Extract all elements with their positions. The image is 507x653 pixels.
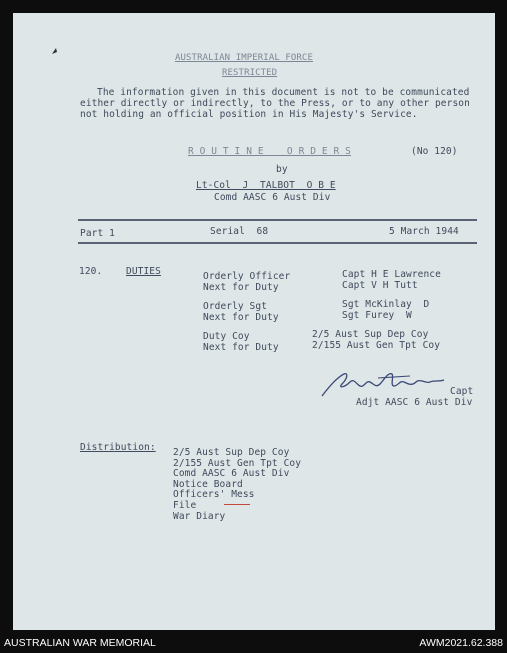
- pencil-mark: [50, 46, 60, 56]
- by-label: by: [276, 164, 288, 175]
- duty-role: Next for Duty: [203, 312, 279, 323]
- distribution-list: [173, 448, 301, 522]
- item-title: DUTIES: [126, 266, 161, 277]
- commander-role: Comd AASC 6 Aust Div: [214, 192, 331, 203]
- duty-name: 2/155 Aust Gen Tpt Coy: [312, 340, 441, 351]
- signatory-role: Adjt AASC 6 Aust Div: [356, 397, 473, 408]
- divider-bottom: [78, 242, 477, 244]
- divider-top: [78, 219, 477, 221]
- classification-label: RESTRICTED: [222, 68, 278, 78]
- order-date: 5 March 1944: [389, 226, 459, 237]
- serial-label: Serial 68: [210, 226, 269, 237]
- item-number: 120.: [79, 266, 103, 277]
- duty-role: Next for Duty: [203, 282, 279, 293]
- list-item: 2/5 Aust Sup Dep Coy: [173, 447, 290, 458]
- notice-line-2: either directly or indirectly, to the Press, or to any other person: [80, 98, 470, 109]
- red-underline-mark: [224, 504, 250, 505]
- institution-caption: AUSTRALIAN WAR MEMORIAL: [4, 637, 156, 649]
- duty-name: Sgt Furey W: [342, 310, 412, 321]
- duty-name: Sgt McKinlay D: [342, 299, 430, 310]
- commander-name: Lt-Col J TALBOT O B E: [196, 180, 336, 191]
- duty-name: 2/5 Aust Sup Dep Coy: [312, 329, 429, 340]
- list-item: File: [173, 499, 197, 511]
- notice-line-3: not holding an official position in His Majesty's Service.: [80, 109, 418, 120]
- list-item: Comd AASC 6 Aust Div: [173, 468, 290, 480]
- duty-role: Next for Duty: [203, 342, 279, 353]
- list-item: Notice Board: [173, 478, 243, 490]
- document-header: AUSTRALIAN IMPERIAL FORCE: [175, 53, 313, 63]
- part-label: Part 1: [80, 228, 115, 239]
- list-item: War Diary: [173, 510, 226, 522]
- list-item: Officers' Mess: [173, 489, 255, 501]
- list-item: 2/155 Aust Gen Tpt Coy: [173, 457, 302, 469]
- duty-name: Capt V H Tutt: [342, 280, 418, 291]
- distribution-label: Distribution:: [80, 442, 156, 453]
- duty-role: Duty Coy: [203, 331, 250, 342]
- duty-role: Orderly Officer: [203, 271, 291, 282]
- accession-number: AWM2021.62.388: [419, 637, 503, 649]
- document-title: R O U T I N E O R D E R S: [188, 146, 351, 157]
- duty-role: Orderly Sgt: [203, 301, 268, 312]
- order-number: (No 120): [411, 146, 458, 157]
- signature-rank: Capt: [450, 386, 474, 397]
- notice-line-1: The information given in this document is not to be communicated: [97, 87, 470, 98]
- duty-name: Capt H E Lawrence: [342, 269, 441, 280]
